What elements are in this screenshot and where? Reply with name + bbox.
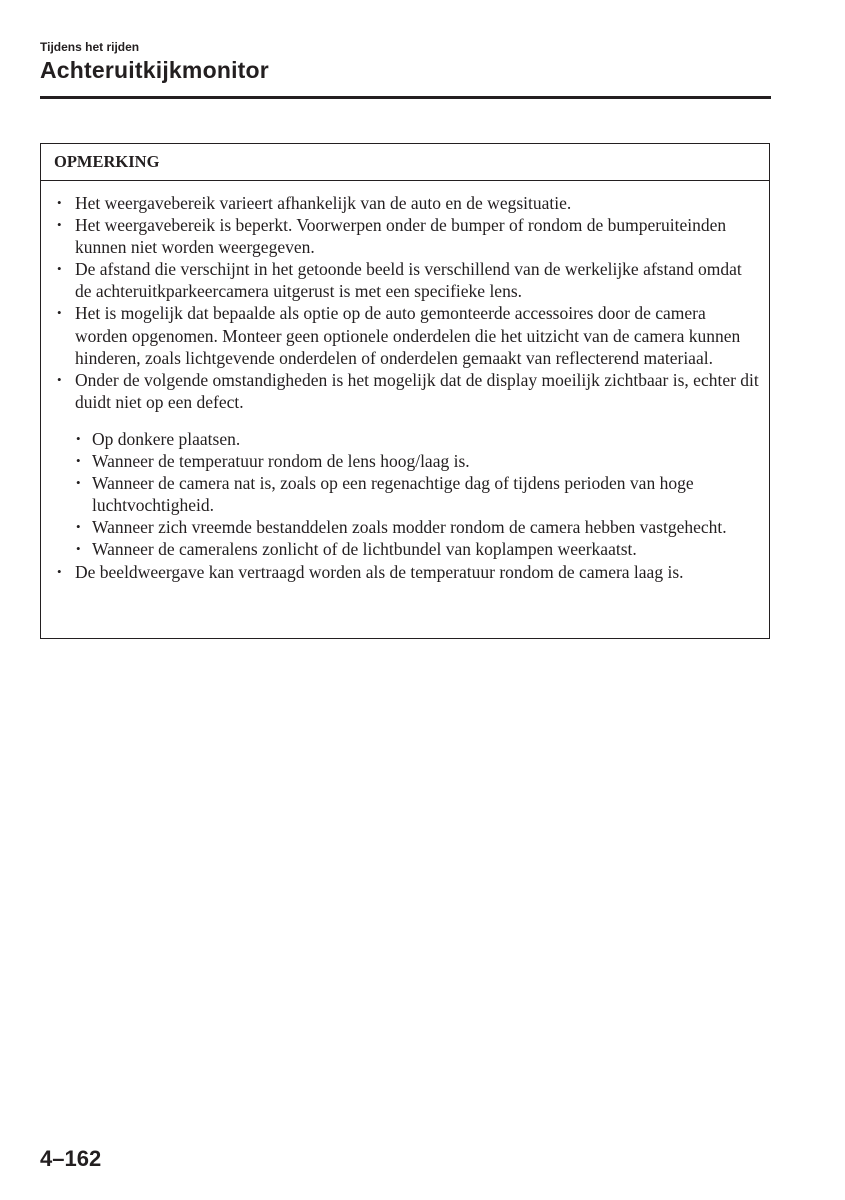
page-title: Achteruitkijkmonitor [40,57,269,83]
bullet-icon: • [57,217,62,233]
list-item-text: Het weergavebereik is beperkt. Voorwerpen onder de bumper of rondom de bumperuiteinden kunnen niet worden weergegeven. [75,215,727,258]
list-item [54,561,761,583]
sub-list-item [75,472,761,516]
list-item-text: Onder de volgende omstandigheden is het mogelijk dat de display moeilijk zichtbaar is, echter dit duidt niet op een defect. [75,369,759,412]
note-list [54,192,761,583]
bullet-icon: • [57,261,62,277]
note-heading: OPMERKING [41,144,769,181]
list-item-text: Het is mogelijk dat bepaalde als optie op de auto gemonteerde accessoires door de camera worden opgenomen. Monteer geen optionele onderdelen die het uitzicht van de camera kunnen hinderen, zoals lichtgevende onderdelen of onderdelen gemaakt van reflecterend materiaal. [75,303,741,368]
sub-list-item-text: Op donkere plaatsen. [92,428,241,449]
sub-list-item-text: Wanneer de camera nat is, zoals op een regenachtige dag of tijdens perioden van hoge luchtvochtigheid. [92,473,694,516]
list-item-text: De beeldweergave kan vertraagd worden als de temperatuur rondom de camera laag is. [75,561,684,582]
bullet-icon: • [57,305,62,321]
sub-list-item [75,450,761,472]
title-divider [40,96,771,99]
list-item [54,192,761,214]
sub-list-item [75,538,761,560]
bullet-icon: • [76,475,81,491]
page-number: 4–162 [40,1146,102,1171]
sub-list-item [75,516,761,538]
sub-list-item-text: Wanneer de temperatuur rondom de lens hoog/laag is. [92,451,470,472]
bullet-icon: • [76,541,81,557]
list-item [54,302,761,368]
list-item-text: Het weergavebereik varieert afhankelijk van de auto en de wegsituatie. [75,193,572,213]
bullet-icon: • [76,453,81,469]
bullet-icon: • [57,371,62,387]
bullet-icon: • [76,519,81,535]
section-label: Tijdens het rijden [40,40,140,54]
sub-list-item-text: Wanneer de cameralens zonlicht of de lichtbundel van koplampen weerkaatst. [92,539,637,560]
list-item-text: De afstand die verschijnt in het getoonde beeld is verschillend van de werkelijke afstand omdat de achteruitkparkeercamera uitgerust is met een specifieke lens. [75,259,742,302]
list-item [54,214,761,258]
bullet-icon: • [57,563,62,579]
note-body [41,181,769,583]
sub-list-item [75,428,761,450]
bullet-icon: • [57,195,62,210]
sub-list [75,428,761,561]
bullet-icon: • [76,430,81,446]
note-box [40,143,770,639]
sub-list-item-text: Wanneer zich vreemde bestanddelen zoals modder rondom de camera hebben vastgehecht. [92,517,727,538]
list-item [54,258,761,302]
list-item [54,369,761,561]
